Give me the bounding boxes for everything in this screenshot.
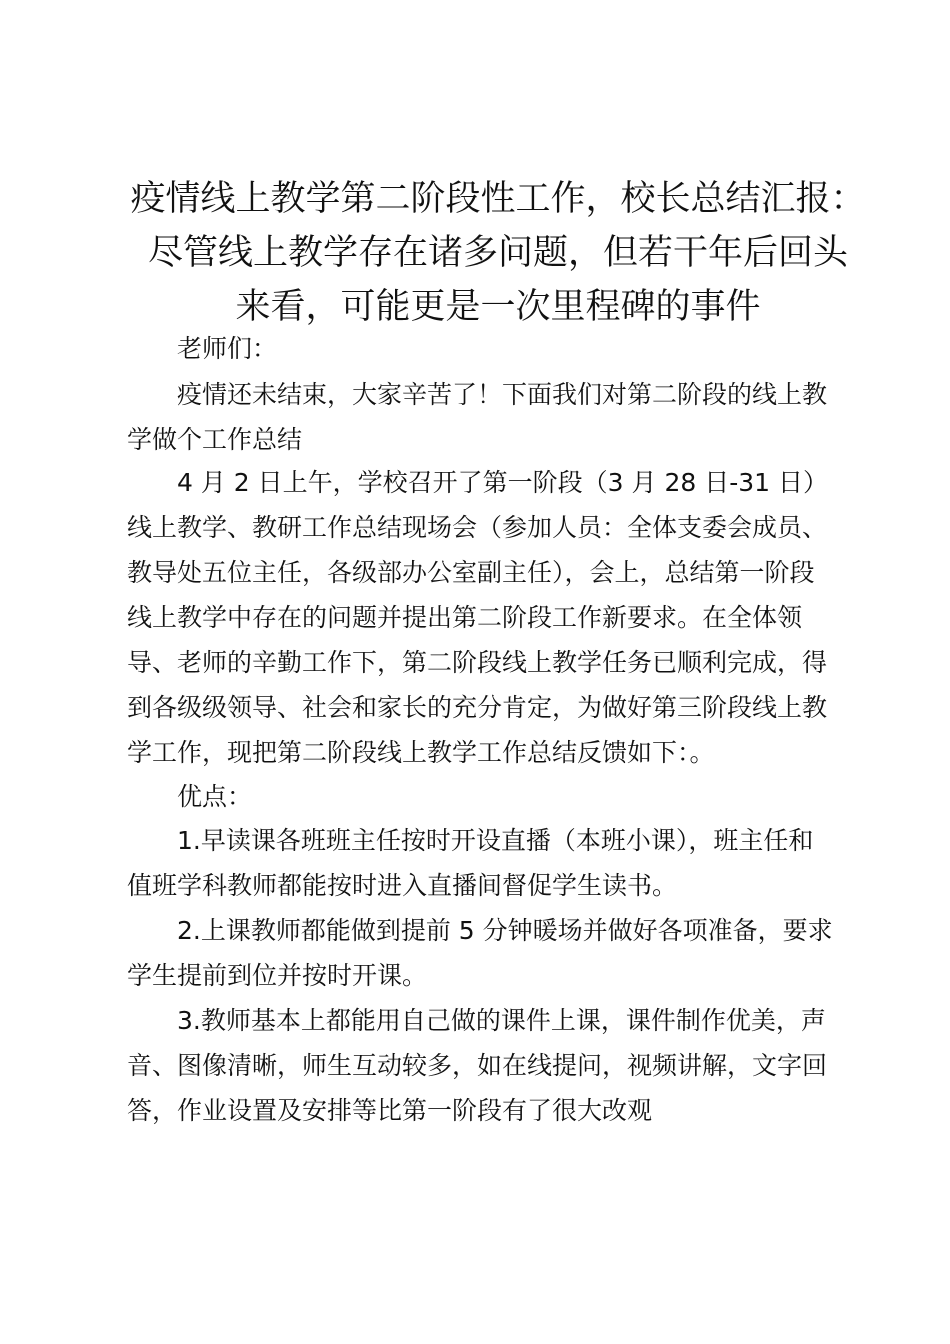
main-paragraph: 4 月 2 日上午，学校召开了第一阶段（3 月 28 日-31 日）线上教学、教研工作总结现场会（参加人员：全体支委会成员、教导处五位主任，各级部办公室副主任），会上，总结第一阶段线上教学中存在的问题并提出第二阶段工作新要求。在全体领导、老师的辛勤工作下，第二阶段线上教学任务已顺利完成，得到各级级领导、社会和家长的充分肯定，为做好第三阶段线上教学工作，现把第二阶段线上教学工作总结反馈如下：。 xyxy=(127,468,828,767)
list-item: 1.早读课各班班主任按时开设直播（本班小课），班主任和值班学科教师都能按时进入直播间督促学生读书。 xyxy=(127,826,814,900)
greeting: 老师们： xyxy=(177,334,278,363)
list-item: 2.上课教师都能做到提前 5 分钟暖场并做好各项准备，要求学生提前到位并按时开课。 xyxy=(127,916,833,990)
title-line-3: 来看，可能更是一次里程碑的事件 xyxy=(235,287,761,327)
document-title xyxy=(118,172,878,334)
title-line-2: 尽管线上教学存在诸多问题，但若干年后回头 xyxy=(147,233,848,273)
list-item: 3.教师基本上都能用自己做的课件上课，课件制作优美，声音、图像清晰，师生互动较多，如在线提问，视频讲解，文字回答，作业设置及安排等比第一阶段有了很大改观 xyxy=(127,1006,828,1125)
intro-paragraph: 疫情还未结束，大家辛苦了！下面我们对第二阶段的线上教学做个工作总结 xyxy=(127,380,828,454)
title-line-1: 疫情线上教学第二阶段性工作，校长总结汇报： xyxy=(130,179,866,219)
pros-heading: 优点： xyxy=(177,782,253,811)
